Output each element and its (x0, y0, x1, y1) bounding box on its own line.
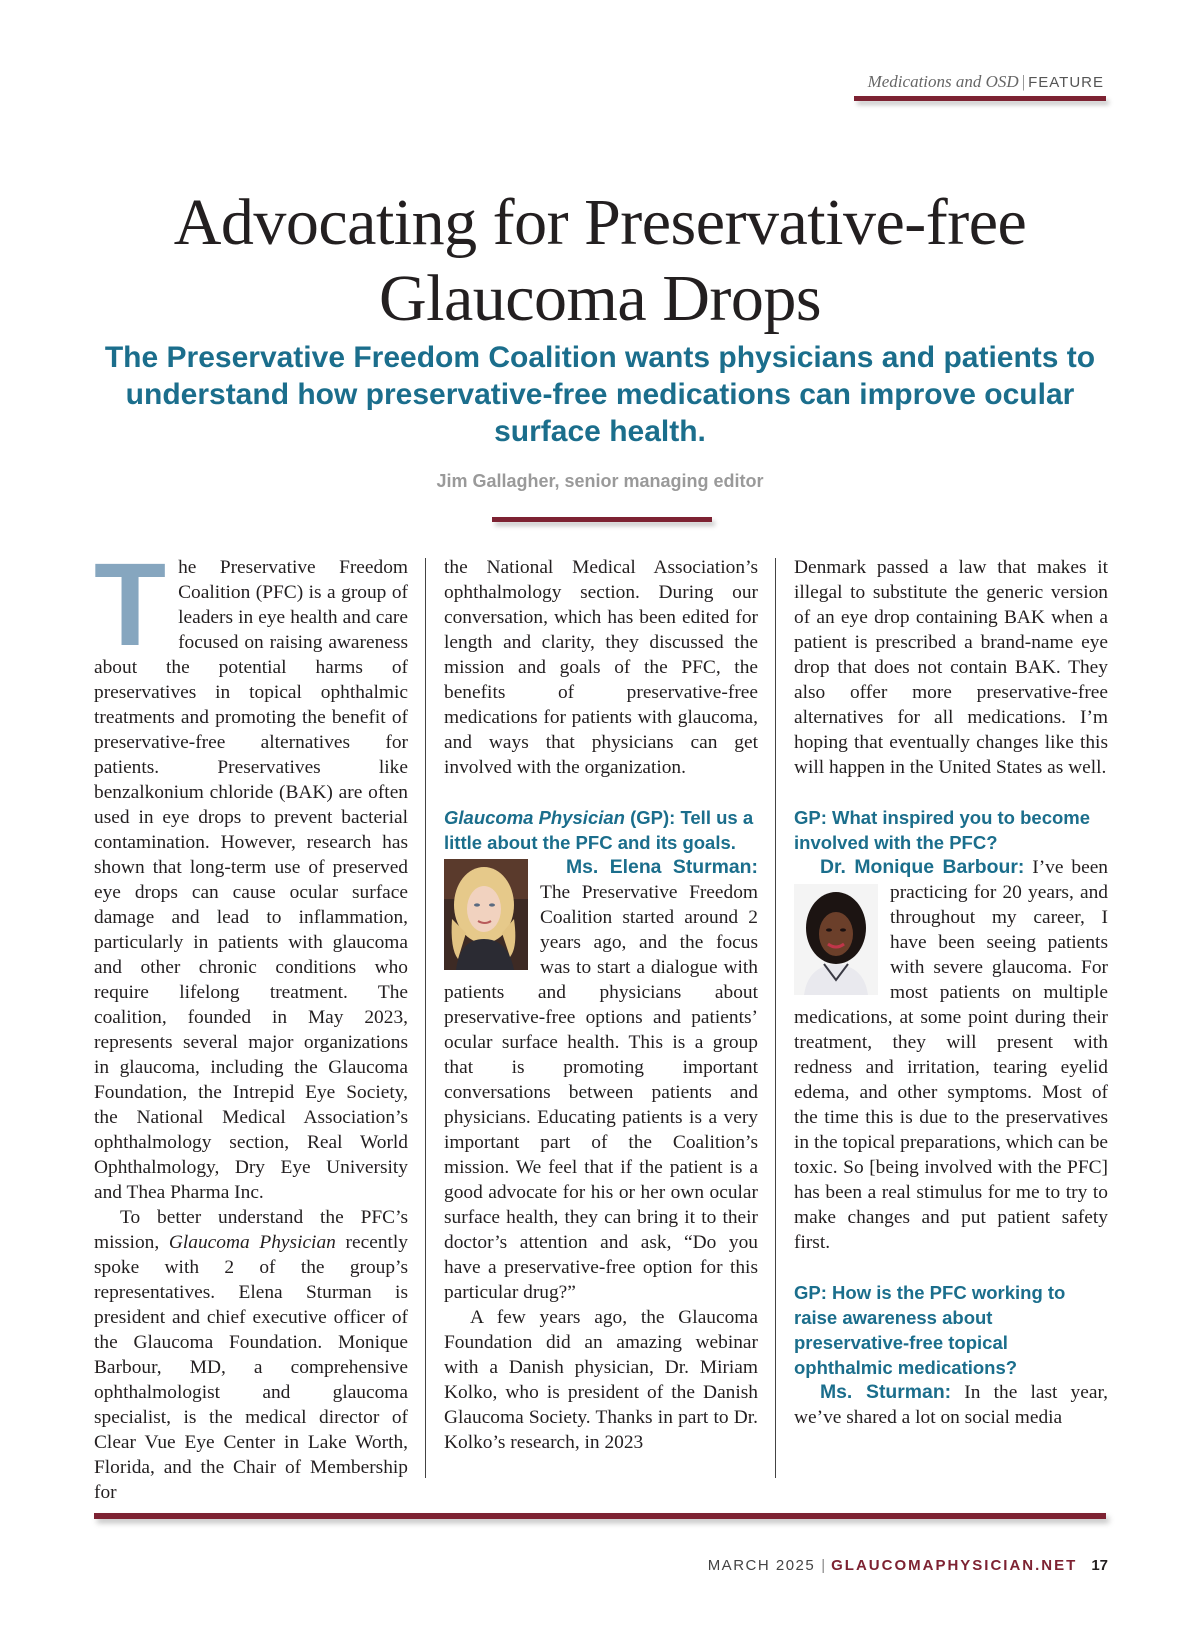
answer-text: I’ve been practicing for 20 years, and throughout my career, I have been seeing patients with severe glaucoma. For most patients on multiple medications, at some point during their treatment, they will present with redness and irritation, tearing eyelid edema, and other symptoms. Most of the time this is due to the preservatives in the topical preparations, which can be toxic. So [being involved with the PFC] has been a real stimulus for me to try to make changes and put patient safety first. (794, 857, 1108, 1253)
article-deck: The Preservative Freedom Coalition wants physicians and patients to understand how preservative-free medications can improve ocular surface health. (104, 341, 1096, 448)
column-divider-2 (775, 558, 776, 1478)
speaker-name: Ms. Elena Sturman: (566, 856, 758, 878)
footer-separator: | (821, 1557, 826, 1574)
interview-answer (794, 1380, 1108, 1430)
column-3 (794, 555, 1108, 1430)
drop-cap: T (94, 539, 167, 671)
speaker-name: Ms. Sturman: (820, 1381, 952, 1403)
answer-text: In the last year, we’ve shared a lot on social media (794, 1382, 1108, 1428)
paragraph: A few years ago, the Glaucoma Foundation did an amazing webinar with a Danish physician, Dr. Miriam Kolko, who is president of the Danish Glaucoma Society. Thanks in part to Dr. Kolko’s research, in 2023 (444, 1307, 758, 1453)
answer-text: The Preservative Freedom Coalition started around 2 years ago, and the focus was to start a dialogue with patients and physicians about preservative-free options and patients’ ocular surface health. This is a group that is promoting important conversations between patients and physicians. Educating patients is a very important part of the Coalition’s mission. We feel that if the patient is a good advocate for his or her own ocular surface health, they can bring it to their doctor’s attention and ask, “Do you have a preservative-free option for this particular drug?” (444, 882, 758, 1303)
section-separator: | (1021, 72, 1026, 91)
footer-rule (94, 1513, 1106, 1519)
column-2 (444, 555, 758, 1455)
paragraph: the National Medical Association’s ophthalmology section. During our conversation, which has been edited for length and clarity, they discussed the mission and goals of the PFC, the benefits of preservative-free medications for patients with glaucoma, and ways that physicians can get involved with the organization. (444, 557, 758, 778)
column-divider-1 (425, 558, 426, 1478)
interview-answer (444, 855, 758, 1305)
question-text: (GP): Tell us a little about the PFC and its goals. (444, 807, 754, 853)
sturman-photo (444, 859, 528, 970)
interview-question: GP: How is the PFC working to raise awareness about preservative-free topical ophthalmic medications? (794, 1282, 1066, 1378)
byline: Jim Gallagher, senior managing editor (436, 471, 764, 491)
page-number: 17 (1091, 1557, 1108, 1574)
paragraph (94, 1205, 408, 1505)
barbour-photo (794, 884, 878, 995)
paragraph: Denmark passed a law that makes it illegal to substitute the generic version of an eye drop containing BAK when a patient is prescribed a brand-name eye drop that does not contain BAK. They also offer more preservative-free alternatives for all medications. I’m hoping that eventually changes like this will happen in the United States as well. (794, 557, 1108, 778)
text-run: recently spoke with 2 of the group’s representatives. Elena Sturman is president and chief executive officer of the Glaucoma Foundation. Monique Barbour, MD, a comprehensive ophthalmologist and glaucoma specialist, is the medical director of Clear Vue Eye Center in Lake Worth, Florida, and the Chair of Membership for (94, 1232, 408, 1503)
interview-question (444, 805, 758, 855)
footer (708, 1557, 1108, 1574)
interview-answer (794, 855, 1108, 1255)
website-link[interactable]: GLAUCOMAPHYSICIAN.NET (831, 1557, 1078, 1574)
column-1 (94, 539, 408, 1505)
speaker-name: Dr. Monique Barbour: (820, 856, 1025, 878)
journal-name: Glaucoma Physician (444, 807, 625, 828)
title-rule (492, 517, 712, 522)
journal-name: Glaucoma Physician (168, 1232, 336, 1253)
header-rule (854, 96, 1106, 101)
article-title: Advocating for Preservative-free Glaucoma Drops (173, 186, 1027, 335)
feature-label: FEATURE (1028, 74, 1104, 91)
section-label (868, 72, 1104, 92)
interview-question: GP: What inspired you to become involved with the PFC? (794, 807, 1091, 853)
issue-date: MARCH 2025 (707, 1557, 816, 1574)
section-name: Medications and OSD (867, 72, 1019, 91)
text-run: To better understand the PFC’s mission, (94, 1207, 408, 1253)
intro-text: he Preservative Freedom Coalition (PFC) is a group of leaders in eye health and care focused on raising awareness about the potential harms of preservatives in topical ophthalmic treatments and promoting the benefit of preservative-free alternatives for patients. Preservatives like benzalkonium chloride (BAK) are often used in eye drops to prevent bacterial contamination. However, research has shown that long-term use of preserved eye drops can cause ocular surface damage and lead to inflammation, particularly in patients with glaucoma and other chronic conditions who require lifelong treatment. The coalition, founded in May 2023, represents several major organizations in glaucoma, including the Glaucoma Foundation, the Intrepid Eye Society, the National Medical Association’s ophthalmology section, Real World Ophthalmology, Dry Eye University and Thea Pharma Inc. (94, 557, 408, 1203)
intro-paragraph (94, 539, 408, 1205)
